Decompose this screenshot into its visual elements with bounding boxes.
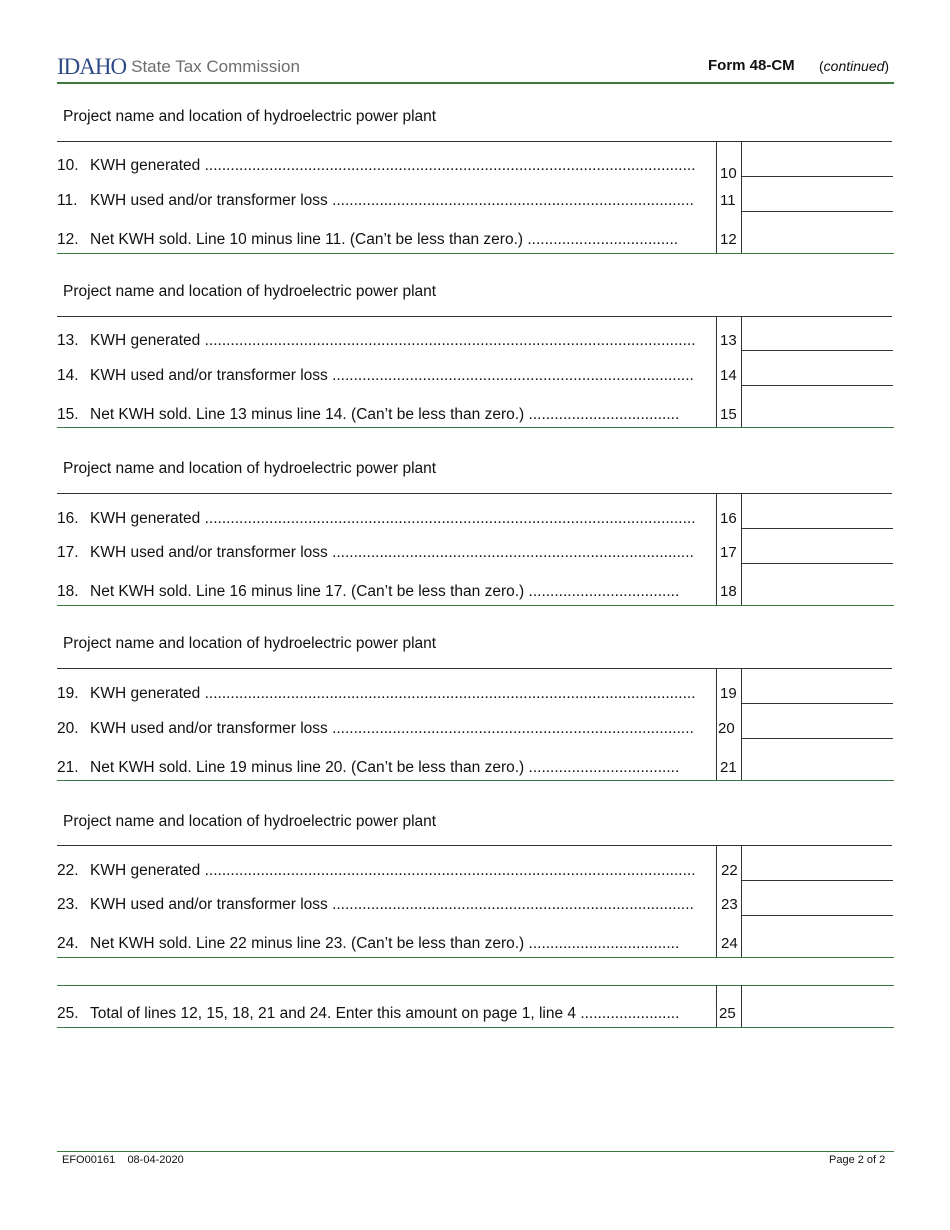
- line-20: [57, 720, 709, 738]
- line-10-amount[interactable]: [745, 145, 894, 177]
- box-number: 25: [719, 1005, 736, 1022]
- box-row-rule: [742, 738, 893, 739]
- box-divider-right: [741, 985, 742, 1027]
- leader-dots: .......................: [576, 1005, 680, 1022]
- line-10: [57, 157, 709, 175]
- line-number: 14.: [57, 367, 79, 384]
- line-number: 23.: [57, 896, 79, 913]
- line-label: Net KWH sold. Line 22 minus line 23. (Can’t be less than zero.): [90, 935, 525, 952]
- box-number: 10: [720, 165, 737, 182]
- section-title: Project name and location of hydroelectric power plant: [63, 108, 437, 125]
- line-number: 21.: [57, 759, 79, 776]
- leader-dots: ..................................................................................................................: [200, 862, 696, 879]
- section-bottom-rule: [57, 427, 894, 428]
- line-23-amount[interactable]: [745, 883, 894, 915]
- line-19: [57, 685, 709, 703]
- section-top-rule: [57, 493, 892, 494]
- line-13: [57, 332, 709, 350]
- line-label: KWH generated: [90, 685, 201, 702]
- line-12: [57, 231, 709, 249]
- line-16-amount[interactable]: [745, 497, 894, 529]
- box-divider-left: [716, 668, 717, 780]
- leader-dots: ...................................: [523, 231, 679, 248]
- line-17: [57, 544, 709, 562]
- box-number: 14: [720, 367, 737, 384]
- line-number: 24.: [57, 935, 79, 952]
- line-number: 19.: [57, 685, 79, 702]
- footer-divider: [57, 1151, 894, 1152]
- header-divider: [57, 82, 894, 84]
- line-label: Net KWH sold. Line 16 minus line 17. (Can’t be less than zero.): [90, 583, 525, 600]
- form-code: EFO00161: [62, 1154, 116, 1166]
- box-number: 18: [720, 583, 737, 600]
- line-label: KWH generated: [90, 510, 201, 527]
- box-divider-left: [716, 845, 717, 957]
- agency-logo: [57, 55, 300, 79]
- line-number: 17.: [57, 544, 79, 561]
- box-row-rule: [742, 915, 893, 916]
- total-bottom-rule: [57, 1027, 894, 1028]
- line-label: KWH used and/or transformer loss: [90, 544, 328, 561]
- line-24: [57, 935, 709, 953]
- box-number: 21: [720, 759, 737, 776]
- continued-label: (continued): [819, 58, 890, 74]
- leader-dots: ..................................................................................................................: [200, 157, 696, 174]
- box-number: 20: [718, 720, 735, 737]
- line-15: [57, 406, 709, 424]
- leader-dots: ....................................................................................: [327, 896, 694, 913]
- box-number: 22: [721, 862, 738, 879]
- line-13-amount[interactable]: [745, 319, 894, 351]
- line-19-amount[interactable]: [745, 672, 894, 704]
- box-divider-right: [741, 316, 742, 427]
- leader-dots: ....................................................................................: [327, 720, 694, 737]
- line-18: [57, 583, 709, 601]
- line-label: Net KWH sold. Line 10 minus line 11. (Can’t be less than zero.): [90, 231, 524, 248]
- box-divider-right: [741, 668, 742, 780]
- line-22-amount[interactable]: [745, 849, 894, 881]
- section-bottom-rule: [57, 253, 894, 254]
- box-number: 23: [721, 896, 738, 913]
- leader-dots: ..................................................................................................................: [200, 685, 696, 702]
- box-number: 12: [720, 231, 737, 248]
- page-number: Page 2 of 2: [829, 1154, 886, 1166]
- revision-date: 08-04-2020: [127, 1154, 184, 1166]
- line-23: [57, 896, 709, 914]
- line-14: [57, 367, 709, 385]
- section-title: Project name and location of hydroelectric power plant: [63, 635, 437, 652]
- box-divider-left: [716, 141, 717, 253]
- line-number: 13.: [57, 332, 79, 349]
- line-number: 22.: [57, 862, 79, 879]
- box-number: 13: [720, 332, 737, 349]
- leader-dots: ....................................................................................: [327, 192, 694, 209]
- line-22: [57, 862, 709, 880]
- line-label: KWH generated: [90, 157, 201, 174]
- leader-dots: ....................................................................................: [327, 367, 694, 384]
- box-divider-right: [741, 845, 742, 957]
- line-16: [57, 510, 709, 528]
- line-number: 10.: [57, 157, 79, 174]
- box-row-rule: [742, 563, 893, 564]
- line-number: 25.: [57, 1005, 79, 1022]
- section-title: Project name and location of hydroelectric power plant: [63, 283, 437, 300]
- box-divider-left: [716, 493, 717, 605]
- line-label: KWH used and/or transformer loss: [90, 192, 328, 209]
- line-20-amount[interactable]: [745, 706, 894, 738]
- line-number: 18.: [57, 583, 79, 600]
- line-label: Net KWH sold. Line 13 minus line 14. (Can’t be less than zero.): [90, 406, 525, 423]
- line-18-amount[interactable]: [745, 570, 894, 602]
- line-number: 12.: [57, 231, 79, 248]
- box-number: 19: [720, 685, 737, 702]
- leader-dots: ..................................................................................................................: [200, 332, 696, 349]
- section-top-rule: [57, 845, 892, 846]
- line-11: [57, 192, 709, 210]
- box-divider-right: [741, 493, 742, 605]
- section-top-rule: [57, 141, 892, 142]
- line-label: KWH generated: [90, 332, 201, 349]
- box-divider-left: [716, 985, 717, 1027]
- continued-text: continued: [823, 58, 885, 74]
- box-number: 24: [721, 935, 738, 952]
- leader-dots: ...................................: [524, 759, 680, 776]
- form-id: Form 48-CM: [708, 57, 795, 74]
- line-label: KWH used and/or transformer loss: [90, 896, 328, 913]
- leader-dots: ...................................: [524, 935, 680, 952]
- section-top-rule: [57, 316, 892, 317]
- line-label: Net KWH sold. Line 19 minus line 20. (Can’t be less than zero.): [90, 759, 525, 776]
- box-number: 16: [720, 510, 737, 527]
- section-bottom-rule: [57, 780, 894, 781]
- line-11-amount[interactable]: [745, 179, 894, 211]
- leader-dots: ...................................: [524, 406, 680, 423]
- section-top-rule: [57, 668, 892, 669]
- leader-dots: ....................................................................................: [327, 544, 694, 561]
- logo-idaho-text: IDAHO: [57, 54, 127, 79]
- footer-form-code: [62, 1154, 184, 1166]
- line-14-amount[interactable]: [745, 353, 894, 385]
- line-label: KWH used and/or transformer loss: [90, 367, 328, 384]
- line-number: 11.: [57, 192, 78, 209]
- line-17-amount[interactable]: [745, 531, 894, 563]
- line-label: KWH generated: [90, 862, 201, 879]
- line-25: [57, 1005, 709, 1023]
- section-bottom-rule: [57, 957, 894, 958]
- logo-agency-text: State Tax Commission: [131, 57, 300, 76]
- box-row-rule: [742, 211, 893, 212]
- box-divider-right: [741, 141, 742, 253]
- line-15-amount[interactable]: [745, 392, 894, 424]
- line-number: 20.: [57, 720, 79, 737]
- box-number: 17: [720, 544, 737, 561]
- line-number: 16.: [57, 510, 79, 527]
- line-label: Total of lines 12, 15, 18, 21 and 24. Enter this amount on page 1, line 4: [90, 1005, 577, 1022]
- box-divider-left: [716, 316, 717, 427]
- section-title: Project name and location of hydroelectric power plant: [63, 813, 437, 830]
- line-label: KWH used and/or transformer loss: [90, 720, 328, 737]
- total-top-rule: [57, 985, 894, 986]
- section-title: Project name and location of hydroelectric power plant: [63, 460, 437, 477]
- box-number: 15: [720, 406, 737, 423]
- leader-dots: ...................................: [524, 583, 680, 600]
- line-21-amount[interactable]: [745, 745, 894, 777]
- box-row-rule: [742, 385, 893, 386]
- section-bottom-rule: [57, 605, 894, 606]
- line-24-amount[interactable]: [745, 922, 894, 954]
- line-number: 15.: [57, 406, 79, 423]
- box-number: 11: [720, 192, 736, 209]
- line-12-amount[interactable]: [745, 218, 894, 250]
- line-25-amount[interactable]: [745, 991, 894, 1023]
- leader-dots: ..................................................................................................................: [200, 510, 696, 527]
- line-21: [57, 759, 709, 777]
